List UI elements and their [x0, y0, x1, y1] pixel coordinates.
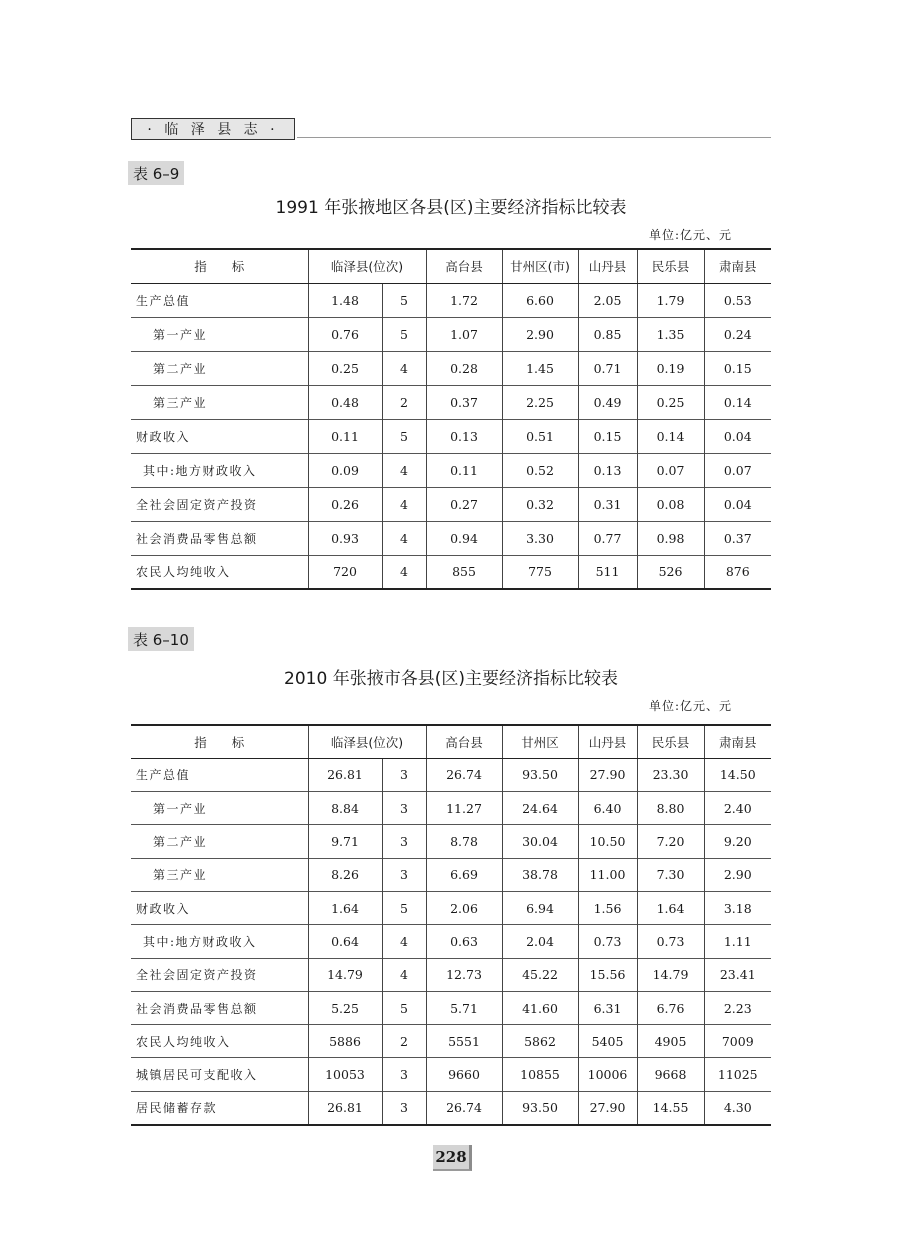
value-cell: 2.06	[426, 891, 502, 924]
value-cell: 10053	[308, 1058, 382, 1091]
value-cell: 0.64	[308, 925, 382, 958]
table-row	[131, 555, 771, 589]
value-cell: 0.73	[637, 925, 704, 958]
table-row	[131, 991, 771, 1024]
value-cell: 5405	[578, 1025, 637, 1058]
row-label: 第一产业	[131, 792, 308, 825]
table1-body	[131, 283, 771, 589]
value-cell: 11.00	[578, 858, 637, 891]
value-cell: 0.25	[637, 385, 704, 419]
page-number: 228	[433, 1145, 472, 1171]
value-cell: 0.26	[308, 487, 382, 521]
value-cell: 1.45	[502, 351, 578, 385]
table-row	[131, 958, 771, 991]
rank-cell: 4	[382, 521, 426, 555]
row-label: 财政收入	[131, 891, 308, 924]
value-cell: 27.90	[578, 1091, 637, 1124]
value-cell: 0.73	[578, 925, 637, 958]
value-cell: 41.60	[502, 991, 578, 1024]
value-cell: 23.30	[637, 758, 704, 791]
value-cell: 0.25	[308, 351, 382, 385]
table-row	[131, 283, 771, 317]
value-cell: 0.94	[426, 521, 502, 555]
value-cell: 14.79	[637, 958, 704, 991]
value-cell: 5.71	[426, 991, 502, 1024]
value-cell: 8.80	[637, 792, 704, 825]
table-row	[131, 825, 771, 858]
book-title-box	[131, 118, 295, 140]
value-cell: 2.25	[502, 385, 578, 419]
value-cell: 1.11	[704, 925, 771, 958]
value-cell: 0.98	[637, 521, 704, 555]
rank-cell: 3	[382, 825, 426, 858]
value-cell: 0.71	[578, 351, 637, 385]
value-cell: 10006	[578, 1058, 637, 1091]
table2-body	[131, 758, 771, 1124]
value-cell: 2.05	[578, 283, 637, 317]
row-label: 第二产业	[131, 825, 308, 858]
value-cell: 24.64	[502, 792, 578, 825]
rank-cell: 5	[382, 891, 426, 924]
value-cell: 6.94	[502, 891, 578, 924]
value-cell: 1.79	[637, 283, 704, 317]
table-row	[131, 758, 771, 791]
value-cell: 775	[502, 555, 578, 589]
row-label: 其中:地方财政收入	[131, 453, 308, 487]
value-cell: 0.48	[308, 385, 382, 419]
table-row	[131, 1091, 771, 1124]
table2-unit: 单位:亿元、元	[648, 699, 732, 713]
value-cell: 0.37	[704, 521, 771, 555]
value-cell: 6.40	[578, 792, 637, 825]
column-header: 指 标	[131, 249, 308, 283]
value-cell: 0.37	[426, 385, 502, 419]
row-label: 第二产业	[131, 351, 308, 385]
value-cell: 7009	[704, 1025, 771, 1058]
column-header: 指 标	[131, 725, 308, 758]
table-row	[131, 858, 771, 891]
value-cell: 9.20	[704, 825, 771, 858]
column-header: 山丹县	[578, 725, 637, 758]
table1	[131, 248, 771, 590]
rank-cell: 4	[382, 487, 426, 521]
value-cell: 23.41	[704, 958, 771, 991]
rank-cell: 3	[382, 858, 426, 891]
column-header: 肃南县	[704, 725, 771, 758]
rank-cell: 5	[382, 317, 426, 351]
row-label: 农民人均纯收入	[131, 1025, 308, 1058]
value-cell: 93.50	[502, 1091, 578, 1124]
value-cell: 12.73	[426, 958, 502, 991]
value-cell: 0.51	[502, 419, 578, 453]
rank-cell: 3	[382, 758, 426, 791]
column-header: 高台县	[426, 249, 502, 283]
column-header: 甘州区(市)	[502, 249, 578, 283]
value-cell: 0.85	[578, 317, 637, 351]
value-cell: 0.27	[426, 487, 502, 521]
table-row	[131, 1058, 771, 1091]
value-cell: 0.13	[426, 419, 502, 453]
value-cell: 5551	[426, 1025, 502, 1058]
value-cell: 2.90	[502, 317, 578, 351]
rank-cell: 4	[382, 958, 426, 991]
row-label: 全社会固定资产投资	[131, 487, 308, 521]
table2-tag: 表 6–10	[128, 627, 194, 651]
value-cell: 6.76	[637, 991, 704, 1024]
value-cell: 14.79	[308, 958, 382, 991]
value-cell: 0.11	[308, 419, 382, 453]
rank-cell: 2	[382, 385, 426, 419]
value-cell: 0.11	[426, 453, 502, 487]
value-cell: 1.48	[308, 283, 382, 317]
table-header-row	[131, 249, 771, 283]
row-label: 城镇居民可支配收入	[131, 1058, 308, 1091]
value-cell: 26.74	[426, 1091, 502, 1124]
value-cell: 11.27	[426, 792, 502, 825]
value-cell: 1.56	[578, 891, 637, 924]
value-cell: 0.28	[426, 351, 502, 385]
value-cell: 0.15	[578, 419, 637, 453]
value-cell: 0.52	[502, 453, 578, 487]
value-cell: 0.07	[704, 453, 771, 487]
row-label: 财政收入	[131, 419, 308, 453]
table-row	[131, 1025, 771, 1058]
value-cell: 0.93	[308, 521, 382, 555]
rank-cell: 5	[382, 283, 426, 317]
table-row	[131, 487, 771, 521]
value-cell: 6.69	[426, 858, 502, 891]
column-header: 山丹县	[578, 249, 637, 283]
value-cell: 0.04	[704, 419, 771, 453]
table2-title: 2010 年张掖市各县(区)主要经济指标比较表	[284, 669, 618, 689]
value-cell: 4905	[637, 1025, 704, 1058]
table-row	[131, 453, 771, 487]
header-rule	[297, 137, 771, 138]
value-cell: 1.07	[426, 317, 502, 351]
value-cell: 30.04	[502, 825, 578, 858]
value-cell: 38.78	[502, 858, 578, 891]
rank-cell: 2	[382, 1025, 426, 1058]
row-label: 农民人均纯收入	[131, 555, 308, 589]
value-cell: 11025	[704, 1058, 771, 1091]
value-cell: 6.60	[502, 283, 578, 317]
value-cell: 0.49	[578, 385, 637, 419]
row-label: 社会消费品零售总额	[131, 991, 308, 1024]
table-row	[131, 419, 771, 453]
value-cell: 7.30	[637, 858, 704, 891]
table2	[131, 724, 771, 1126]
value-cell: 1.72	[426, 283, 502, 317]
value-cell: 0.14	[704, 385, 771, 419]
value-cell: 26.81	[308, 758, 382, 791]
value-cell: 0.08	[637, 487, 704, 521]
value-cell: 9.71	[308, 825, 382, 858]
column-header: 临泽县(位次)	[308, 249, 426, 283]
rank-cell: 4	[382, 555, 426, 589]
value-cell: 8.78	[426, 825, 502, 858]
rank-cell: 5	[382, 419, 426, 453]
value-cell: 0.24	[704, 317, 771, 351]
value-cell: 9668	[637, 1058, 704, 1091]
value-cell: 45.22	[502, 958, 578, 991]
column-header: 肃南县	[704, 249, 771, 283]
value-cell: 26.81	[308, 1091, 382, 1124]
column-header: 民乐县	[637, 249, 704, 283]
value-cell: 0.31	[578, 487, 637, 521]
value-cell: 9660	[426, 1058, 502, 1091]
value-cell: 27.90	[578, 758, 637, 791]
value-cell: 0.07	[637, 453, 704, 487]
rank-cell: 4	[382, 925, 426, 958]
value-cell: 0.14	[637, 419, 704, 453]
book-title: · 临 泽 县 志 ·	[147, 122, 279, 138]
column-header: 临泽县(位次)	[308, 725, 426, 758]
rank-cell: 3	[382, 1091, 426, 1124]
value-cell: 6.31	[578, 991, 637, 1024]
value-cell: 8.84	[308, 792, 382, 825]
table1-title: 1991 年张掖地区各县(区)主要经济指标比较表	[275, 198, 627, 218]
value-cell: 0.04	[704, 487, 771, 521]
rank-cell: 3	[382, 792, 426, 825]
column-header: 民乐县	[637, 725, 704, 758]
table-row	[131, 792, 771, 825]
column-header: 甘州区	[502, 725, 578, 758]
rank-cell: 4	[382, 453, 426, 487]
value-cell: 14.55	[637, 1091, 704, 1124]
value-cell: 0.32	[502, 487, 578, 521]
value-cell: 876	[704, 555, 771, 589]
table-row	[131, 351, 771, 385]
value-cell: 855	[426, 555, 502, 589]
value-cell: 0.77	[578, 521, 637, 555]
row-label: 生产总值	[131, 283, 308, 317]
value-cell: 0.09	[308, 453, 382, 487]
row-label: 第三产业	[131, 385, 308, 419]
value-cell: 10.50	[578, 825, 637, 858]
table1-unit: 单位:亿元、元	[648, 228, 732, 242]
row-label: 生产总值	[131, 758, 308, 791]
value-cell: 5.25	[308, 991, 382, 1024]
value-cell: 5862	[502, 1025, 578, 1058]
value-cell: 4.30	[704, 1091, 771, 1124]
value-cell: 2.90	[704, 858, 771, 891]
rank-cell: 5	[382, 991, 426, 1024]
value-cell: 2.40	[704, 792, 771, 825]
row-label: 社会消费品零售总额	[131, 521, 308, 555]
row-label: 居民储蓄存款	[131, 1091, 308, 1124]
value-cell: 93.50	[502, 758, 578, 791]
value-cell: 1.35	[637, 317, 704, 351]
value-cell: 5886	[308, 1025, 382, 1058]
value-cell: 1.64	[308, 891, 382, 924]
row-label: 第一产业	[131, 317, 308, 351]
rank-cell: 3	[382, 1058, 426, 1091]
value-cell: 26.74	[426, 758, 502, 791]
table-row	[131, 317, 771, 351]
table-header-row	[131, 725, 771, 758]
value-cell: 8.26	[308, 858, 382, 891]
value-cell: 3.18	[704, 891, 771, 924]
value-cell: 15.56	[578, 958, 637, 991]
value-cell: 10855	[502, 1058, 578, 1091]
table-row	[131, 521, 771, 555]
value-cell: 511	[578, 555, 637, 589]
table-row	[131, 925, 771, 958]
row-label: 第三产业	[131, 858, 308, 891]
value-cell: 7.20	[637, 825, 704, 858]
row-label: 全社会固定资产投资	[131, 958, 308, 991]
value-cell: 526	[637, 555, 704, 589]
rank-cell: 4	[382, 351, 426, 385]
value-cell: 0.63	[426, 925, 502, 958]
value-cell: 0.15	[704, 351, 771, 385]
value-cell: 0.13	[578, 453, 637, 487]
value-cell: 2.04	[502, 925, 578, 958]
table-row	[131, 385, 771, 419]
column-header: 高台县	[426, 725, 502, 758]
value-cell: 0.76	[308, 317, 382, 351]
value-cell: 1.64	[637, 891, 704, 924]
table-row	[131, 891, 771, 924]
value-cell: 3.30	[502, 521, 578, 555]
row-label: 其中:地方财政收入	[131, 925, 308, 958]
value-cell: 2.23	[704, 991, 771, 1024]
value-cell: 0.19	[637, 351, 704, 385]
table1-tag: 表 6–9	[128, 161, 184, 185]
value-cell: 14.50	[704, 758, 771, 791]
value-cell: 720	[308, 555, 382, 589]
value-cell: 0.53	[704, 283, 771, 317]
